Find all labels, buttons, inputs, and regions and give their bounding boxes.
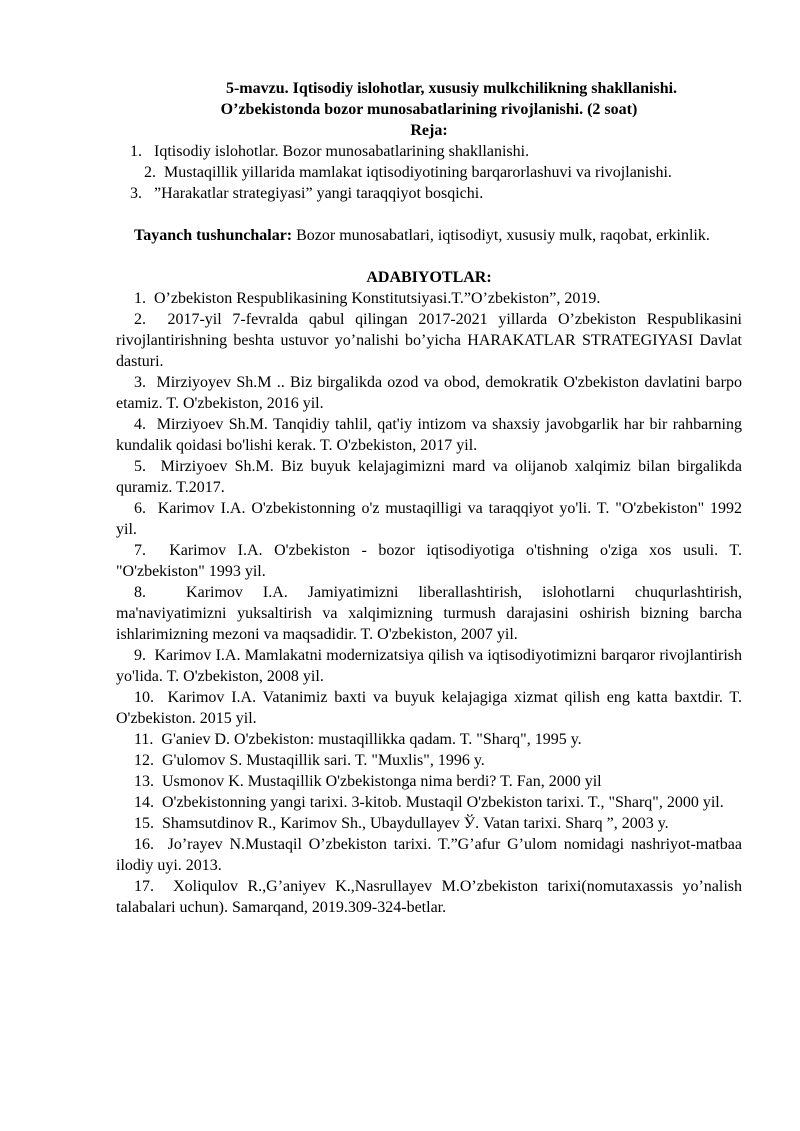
reference-text: Karimov I.A. Vatanimiz baxti va buyuk kelajagiga xizmat qilish eng katta baxtdir. T. O'zbekiston. 2015 yil. <box>116 689 743 727</box>
plan-item-number: 3. <box>130 185 142 202</box>
reference-text: G'ulomov S. Mustaqillik sari. T. "Muxlis", 1996 y. <box>162 752 485 769</box>
reference-item <box>116 876 742 918</box>
reference-text: Karimov I.A. O'zbekistonning o'z mustaqilligi va taraqqiyot yo'li. T. "O'zbekiston" 1992 yil. <box>116 500 743 538</box>
references-heading: ADABIYOTLAR: <box>366 269 492 286</box>
reference-text: Karimov I.A. O'zbekiston - bozor iqtisodiyotiga o'tishning o'ziga xos usuli. T. "O'zbekiston" 1993 yil. <box>116 542 743 580</box>
reference-number: 2. <box>134 311 146 328</box>
reference-item <box>116 771 742 792</box>
plan-item-number: 1. <box>130 143 142 160</box>
reference-text: Xoliqulov R.,G’aniyev K.,Nasrullayev M.O’zbekiston tarixi(nomutaxassis yo’nalish talabalari uchun). Samarqand, 2019.309-324-betlar. <box>116 878 742 916</box>
reference-text: Mirziyoev Sh.M. Tanqidiy tahlil, qat'iy intizom va shaxsiy javobgarlik har bir rahbarning kundalik qoidasi bo'lishi kerak. T. O'zbekiston, 2017 yil. <box>116 416 743 454</box>
reference-text: O’zbekiston Respublikasining Konstitutsiyasi.T.”O’zbekiston”, 2019. <box>154 290 601 307</box>
reference-number: 13. <box>134 773 154 790</box>
reference-item <box>116 414 742 456</box>
reference-item <box>116 582 742 645</box>
reference-number: 3. <box>134 374 146 391</box>
reference-number: 12. <box>134 752 154 769</box>
reference-item <box>116 645 742 687</box>
page-subtitle: O’zbekistonda bozor munosabatlarining rivojlanishi. (2 soat) <box>220 101 638 118</box>
reference-item <box>116 687 742 729</box>
plan-item-text: Mustaqillik yillarida mamlakat iqtisodiyotining barqarorlashuvi va rivojlanishi. <box>164 164 672 181</box>
reference-item <box>116 540 742 582</box>
reference-number: 17. <box>134 878 154 895</box>
reference-text: O'zbekistonning yangi tarixi. 3-kitob. Mustaqil O'zbekiston tarixi. T., "Sharq", 2000 yil. <box>162 794 724 811</box>
references-list <box>116 288 742 918</box>
plan-item-number: 2. <box>144 164 156 181</box>
reference-text: 2017-yil 7-fevralda qabul qilingan 2017-2021 yillarda O’zbekiston Respublikasini rivojlantirishning beshta ustuvor yo’nalishi bo’yicha HARAKATLAR STRATEGIYASI Davlat dasturi. <box>116 311 743 370</box>
reference-number: 9. <box>134 647 146 664</box>
reference-text: G'aniev D. O'zbekiston: mustaqillikka qadam. T. "Sharq", 1995 y. <box>161 731 582 748</box>
reference-number: 11. <box>134 731 154 748</box>
plan-item-text: Iqtisodiy islohotlar. Bozor munosabatlarining shakllanishi. <box>154 143 530 160</box>
plan-item <box>116 183 742 204</box>
plan-item <box>116 162 742 183</box>
plan-item-text: ”Harakatlar strategiyasi” yangi taraqqiyot bosqichi. <box>154 185 484 202</box>
reference-number: 14. <box>134 794 154 811</box>
reference-item <box>116 498 742 540</box>
reference-item <box>116 813 742 834</box>
reference-number: 5. <box>134 458 146 475</box>
reference-item <box>116 372 742 414</box>
reference-item <box>116 729 742 750</box>
reference-number: 8. <box>134 584 146 601</box>
reference-number: 6. <box>134 500 146 517</box>
reference-number: 10. <box>134 689 154 706</box>
plan-heading: Reja: <box>410 122 448 139</box>
page-title: 5-mavzu. Iqtisodiy islohotlar, xususiy mulkchilikning shakllanishi. <box>225 80 678 97</box>
reference-text: Usmonov K. Mustaqillik O'zbekistonga nima berdi? T. Fan, 2000 yil <box>162 773 602 790</box>
reference-item <box>116 456 742 498</box>
reference-number: 7. <box>134 542 146 559</box>
reference-text: Shamsutdinov R., Karimov Sh., Ubaydullayev Ў. Vatan tarixi. Sharq ”, 2003 y. <box>162 815 669 832</box>
reference-item <box>116 750 742 771</box>
reference-number: 15. <box>134 815 154 832</box>
reference-number: 16. <box>134 836 154 853</box>
reference-number: 1. <box>134 290 146 307</box>
reference-item <box>116 834 742 876</box>
reference-text: Karimov I.A. Mamlakatni modernizatsiya qilish va iqtisodiyotimizni barqaror rivojlantirish yo'lida. T. O'zbekiston, 2008 yil. <box>116 647 742 685</box>
reference-item <box>116 309 742 372</box>
reference-number: 4. <box>134 416 146 433</box>
keywords-text: Bozor munosabatlari, iqtisodiyt, xususiy mulk, raqobat, erkinlik. <box>292 227 710 244</box>
reference-text: Karimov I.A. Jamiyatimizni liberallashtirish, islohotlarni chuqurlashtirish, ma'naviyatimizni yuksaltirish va xalqimizning turmush darajasini oshirish bizning barcha ishlarimizning mezoni va maqsadidir. T. O'zbekiston, 2007 yil. <box>116 584 743 643</box>
keywords-paragraph <box>116 225 742 246</box>
reference-text: Mirziyoev Sh.M. Biz buyuk kelajagimizni mard va olijanob xalqimiz bilan birgalikda quramiz. T.2017. <box>116 458 743 496</box>
plan-item <box>116 141 742 162</box>
reference-text: Jo’rayev N.Mustaqil O’zbekiston tarixi. T.”G’afur G’ulom nomidagi nashriyot-matbaa ilodiy uyi. 2013. <box>116 836 742 874</box>
keywords-label: Tayanch tushunchalar: <box>134 227 293 244</box>
reference-text: Mirziyoyev Sh.M .. Biz birgalikda ozod va obod, demokratik O'zbekiston davlatini barpo etamiz. T. O'zbekiston, 2016 yil. <box>116 374 743 412</box>
reference-item <box>116 792 742 813</box>
plan-list <box>116 141 742 204</box>
document-page <box>116 78 742 918</box>
reference-item <box>116 288 742 309</box>
